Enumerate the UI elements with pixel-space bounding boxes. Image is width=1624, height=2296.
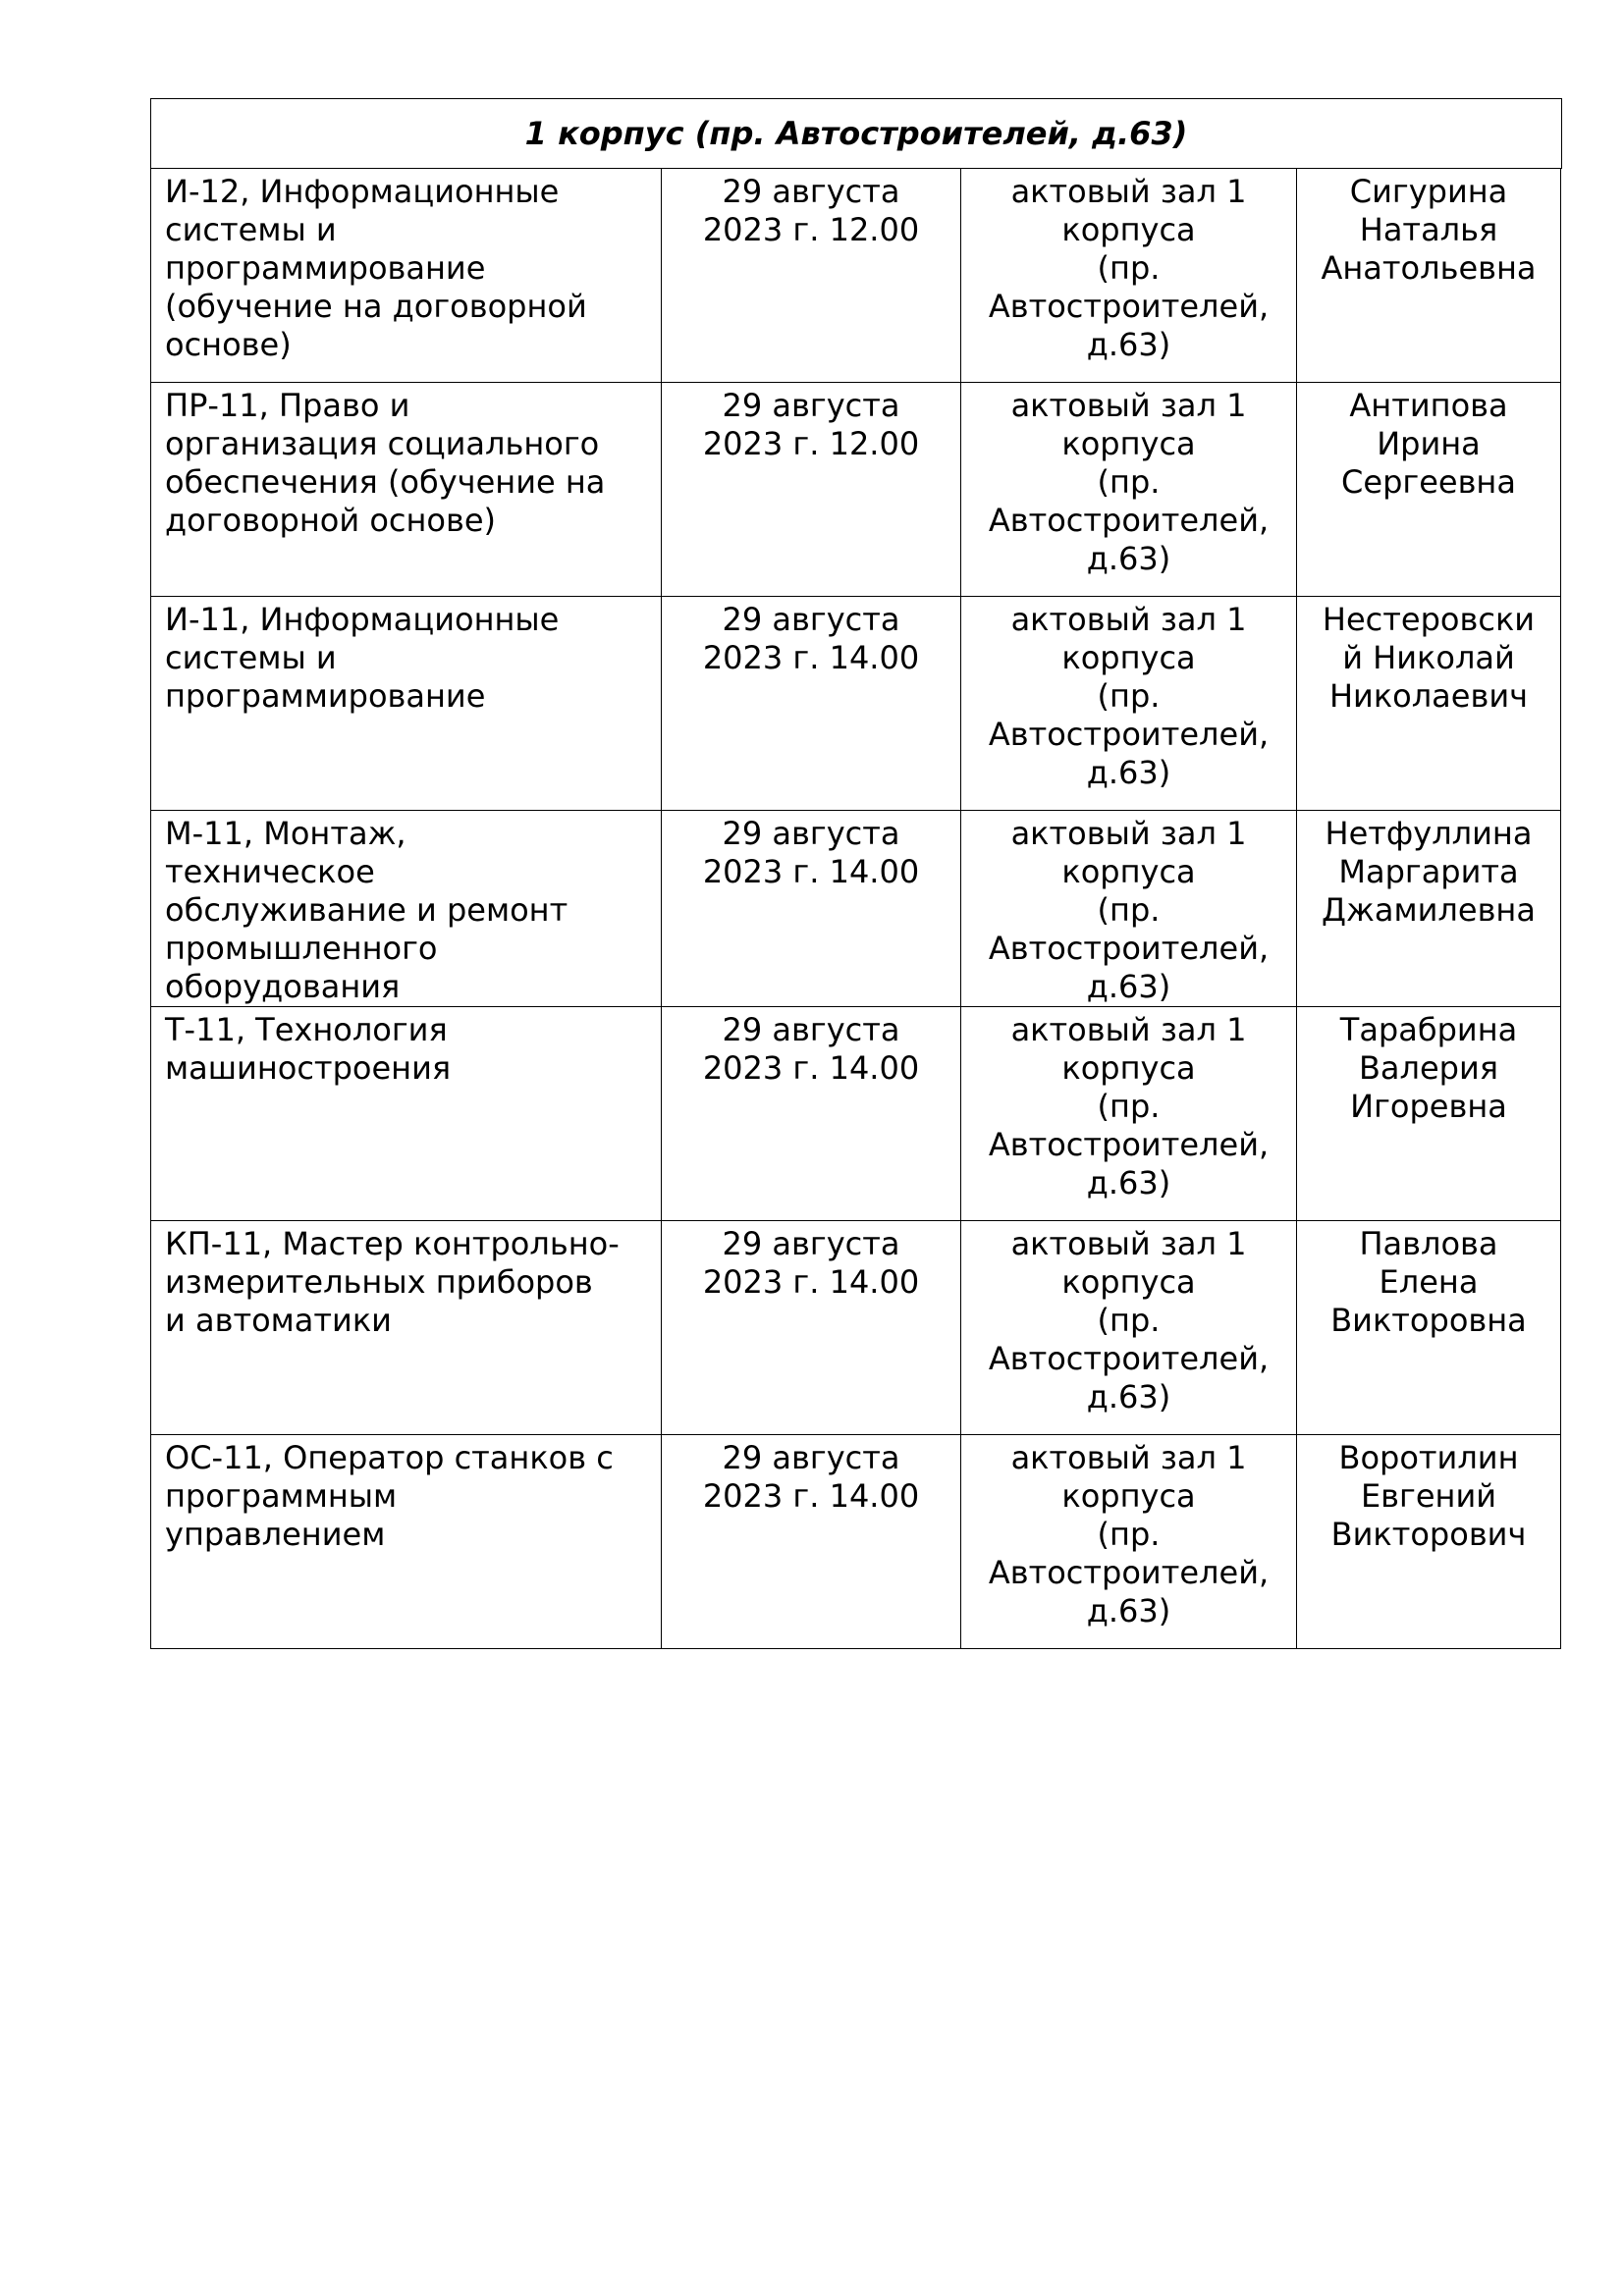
- person-cell: [1297, 597, 1561, 811]
- date-cell: [662, 597, 961, 811]
- place-cell-text: актовый зал 1: [1010, 173, 1247, 210]
- date-cell-text: 29 августа: [722, 815, 900, 852]
- date-cell-text: 29 августа: [722, 1225, 900, 1262]
- place-cell-text: корпуса: [1061, 1049, 1196, 1087]
- person-cell-text: Нестеровски: [1322, 601, 1536, 638]
- date-cell-text: 29 августа: [722, 1011, 900, 1048]
- place-cell-text: корпуса: [1061, 1477, 1196, 1515]
- group-cell-text: И-12, Информационные: [165, 173, 560, 210]
- place-cell-text: д.63): [1086, 1592, 1171, 1629]
- schedule-table: [150, 168, 1561, 1649]
- group-cell: [151, 383, 662, 597]
- group-cell: [151, 811, 662, 1007]
- place-cell-text: актовый зал 1: [1010, 601, 1247, 638]
- place-cell-text: актовый зал 1: [1010, 1225, 1247, 1262]
- group-cell-text: программирование: [165, 677, 486, 715]
- group-cell-text: управлением: [165, 1516, 386, 1553]
- table-row: [151, 1221, 1561, 1435]
- date-cell-text: 2023 г. 14.00: [702, 1049, 920, 1087]
- group-cell-text: основе): [165, 326, 292, 363]
- person-cell-text: Ирина: [1377, 425, 1481, 462]
- date-cell-text: 2023 г. 12.00: [702, 425, 920, 462]
- place-cell: [961, 1435, 1297, 1649]
- person-cell-text: Сергеевна: [1341, 463, 1516, 501]
- person-cell-text: й Николай: [1342, 639, 1515, 676]
- place-cell-text: д.63): [1086, 1164, 1171, 1201]
- place-cell-text: Автостроителей,: [988, 716, 1270, 753]
- person-cell-text: Тарабрина: [1339, 1011, 1518, 1048]
- person-cell-text: Антипова: [1349, 387, 1508, 424]
- person-cell-text: Маргарита: [1338, 853, 1519, 890]
- group-cell-text: обслуживание и ремонт: [165, 891, 568, 929]
- place-cell-text: актовый зал 1: [1010, 1439, 1247, 1476]
- group-cell-text: ОС-11, Оператор станков с: [165, 1439, 614, 1476]
- place-cell-text: (пр.: [1097, 891, 1161, 929]
- group-cell: [151, 597, 662, 811]
- place-cell-text: Автостроителей,: [988, 1340, 1270, 1377]
- place-cell-text: Автостроителей,: [988, 502, 1270, 539]
- group-cell-text: И-11, Информационные: [165, 601, 560, 638]
- page-title: 1 корпус (пр. Автостроителей, д.63): [524, 115, 1188, 152]
- person-cell: [1297, 1007, 1561, 1221]
- place-cell: [961, 169, 1297, 383]
- place-cell-text: Автостроителей,: [988, 1126, 1270, 1163]
- place-cell-text: (пр.: [1097, 1516, 1161, 1553]
- place-cell-text: корпуса: [1061, 853, 1196, 890]
- table-row: [151, 1435, 1561, 1649]
- place-cell-text: корпуса: [1061, 1263, 1196, 1301]
- place-cell-text: (пр.: [1097, 1088, 1161, 1125]
- place-cell-text: корпуса: [1061, 211, 1196, 248]
- group-cell-text: Т-11, Технология: [165, 1011, 448, 1048]
- person-cell-text: Игоревна: [1350, 1088, 1507, 1125]
- date-cell-text: 2023 г. 14.00: [702, 639, 920, 676]
- place-cell-text: корпуса: [1061, 639, 1196, 676]
- person-cell-text: Павлова: [1359, 1225, 1498, 1262]
- place-cell-text: корпуса: [1061, 425, 1196, 462]
- person-cell-text: Джамилевна: [1322, 891, 1536, 929]
- group-cell-text: (обучение на договорной: [165, 288, 587, 325]
- person-cell-text: Елена: [1379, 1263, 1479, 1301]
- date-cell: [662, 1435, 961, 1649]
- person-cell-text: Николаевич: [1328, 677, 1529, 715]
- group-cell: [151, 1007, 662, 1221]
- date-cell-text: 29 августа: [722, 387, 900, 424]
- group-cell-text: техническое: [165, 853, 375, 890]
- place-cell-text: Автостроителей,: [988, 1554, 1270, 1591]
- place-cell-text: актовый зал 1: [1010, 1011, 1247, 1048]
- group-cell-text: М-11, Монтаж,: [165, 815, 406, 852]
- place-cell: [961, 597, 1297, 811]
- table-row: [151, 811, 1561, 1007]
- place-cell: [961, 1007, 1297, 1221]
- person-cell: [1297, 1435, 1561, 1649]
- date-cell: [662, 1221, 961, 1435]
- group-cell-text: ПР-11, Право и: [165, 387, 410, 424]
- group-cell-text: договорной основе): [165, 502, 497, 539]
- place-cell-text: д.63): [1086, 326, 1171, 363]
- person-cell-text: Евгений: [1360, 1477, 1497, 1515]
- place-cell-text: актовый зал 1: [1010, 815, 1247, 852]
- person-cell: [1297, 383, 1561, 597]
- place-cell: [961, 1221, 1297, 1435]
- place-cell-text: (пр.: [1097, 463, 1161, 501]
- place-cell-text: д.63): [1086, 540, 1171, 577]
- table-row: [151, 597, 1561, 811]
- schedule-table-body: [151, 169, 1561, 1649]
- date-cell-text: 2023 г. 14.00: [702, 1477, 920, 1515]
- group-cell-text: КП-11, Мастер контрольно-: [165, 1225, 620, 1262]
- person-cell-text: Викторович: [1330, 1516, 1527, 1553]
- table-row: [151, 383, 1561, 597]
- date-cell-text: 29 августа: [722, 1439, 900, 1476]
- group-cell: [151, 169, 662, 383]
- person-cell-text: Валерия: [1358, 1049, 1499, 1087]
- group-cell-text: системы и: [165, 639, 337, 676]
- group-cell: [151, 1221, 662, 1435]
- group-cell-text: программирование: [165, 249, 486, 287]
- date-cell-text: 2023 г. 14.00: [702, 1263, 920, 1301]
- group-cell-text: оборудования: [165, 968, 401, 1005]
- place-cell: [961, 383, 1297, 597]
- group-cell-text: измерительных приборов: [165, 1263, 593, 1301]
- date-cell-text: 29 августа: [722, 601, 900, 638]
- group-cell-text: организация социального: [165, 425, 600, 462]
- person-cell-text: Нетфуллина: [1325, 815, 1533, 852]
- person-cell: [1297, 811, 1561, 1007]
- date-cell: [662, 383, 961, 597]
- place-cell-text: (пр.: [1097, 249, 1161, 287]
- place-cell-text: д.63): [1086, 754, 1171, 791]
- group-cell-text: промышленного: [165, 930, 438, 967]
- place-cell-text: д.63): [1086, 968, 1171, 1005]
- person-cell-text: Воротилин: [1338, 1439, 1519, 1476]
- date-cell: [662, 169, 961, 383]
- place-cell-text: (пр.: [1097, 677, 1161, 715]
- group-cell-text: программным: [165, 1477, 398, 1515]
- place-cell-text: Автостроителей,: [988, 288, 1270, 325]
- person-cell-text: Наталья: [1359, 211, 1498, 248]
- person-cell-text: Викторовна: [1330, 1302, 1527, 1339]
- date-cell-text: 2023 г. 14.00: [702, 853, 920, 890]
- person-cell: [1297, 1221, 1561, 1435]
- group-cell-text: обеспечения (обучение на: [165, 463, 606, 501]
- table-row: [151, 1007, 1561, 1221]
- table-row: [151, 169, 1561, 383]
- date-cell: [662, 1007, 961, 1221]
- place-cell-text: актовый зал 1: [1010, 387, 1247, 424]
- person-cell-text: Анатольевна: [1321, 249, 1537, 287]
- person-cell: [1297, 169, 1561, 383]
- place-cell: [961, 811, 1297, 1007]
- group-cell-text: машиностроения: [165, 1049, 452, 1087]
- place-cell-text: д.63): [1086, 1378, 1171, 1415]
- date-cell-text: 29 августа: [722, 173, 900, 210]
- header-cell: [150, 98, 1562, 169]
- group-cell-text: системы и: [165, 211, 337, 248]
- place-cell-text: Автостроителей,: [988, 930, 1270, 967]
- date-cell: [662, 811, 961, 1007]
- group-cell-text: и автоматики: [165, 1302, 392, 1339]
- place-cell-text: (пр.: [1097, 1302, 1161, 1339]
- person-cell-text: Сигурина: [1349, 173, 1508, 210]
- group-cell: [151, 1435, 662, 1649]
- date-cell-text: 2023 г. 12.00: [702, 211, 920, 248]
